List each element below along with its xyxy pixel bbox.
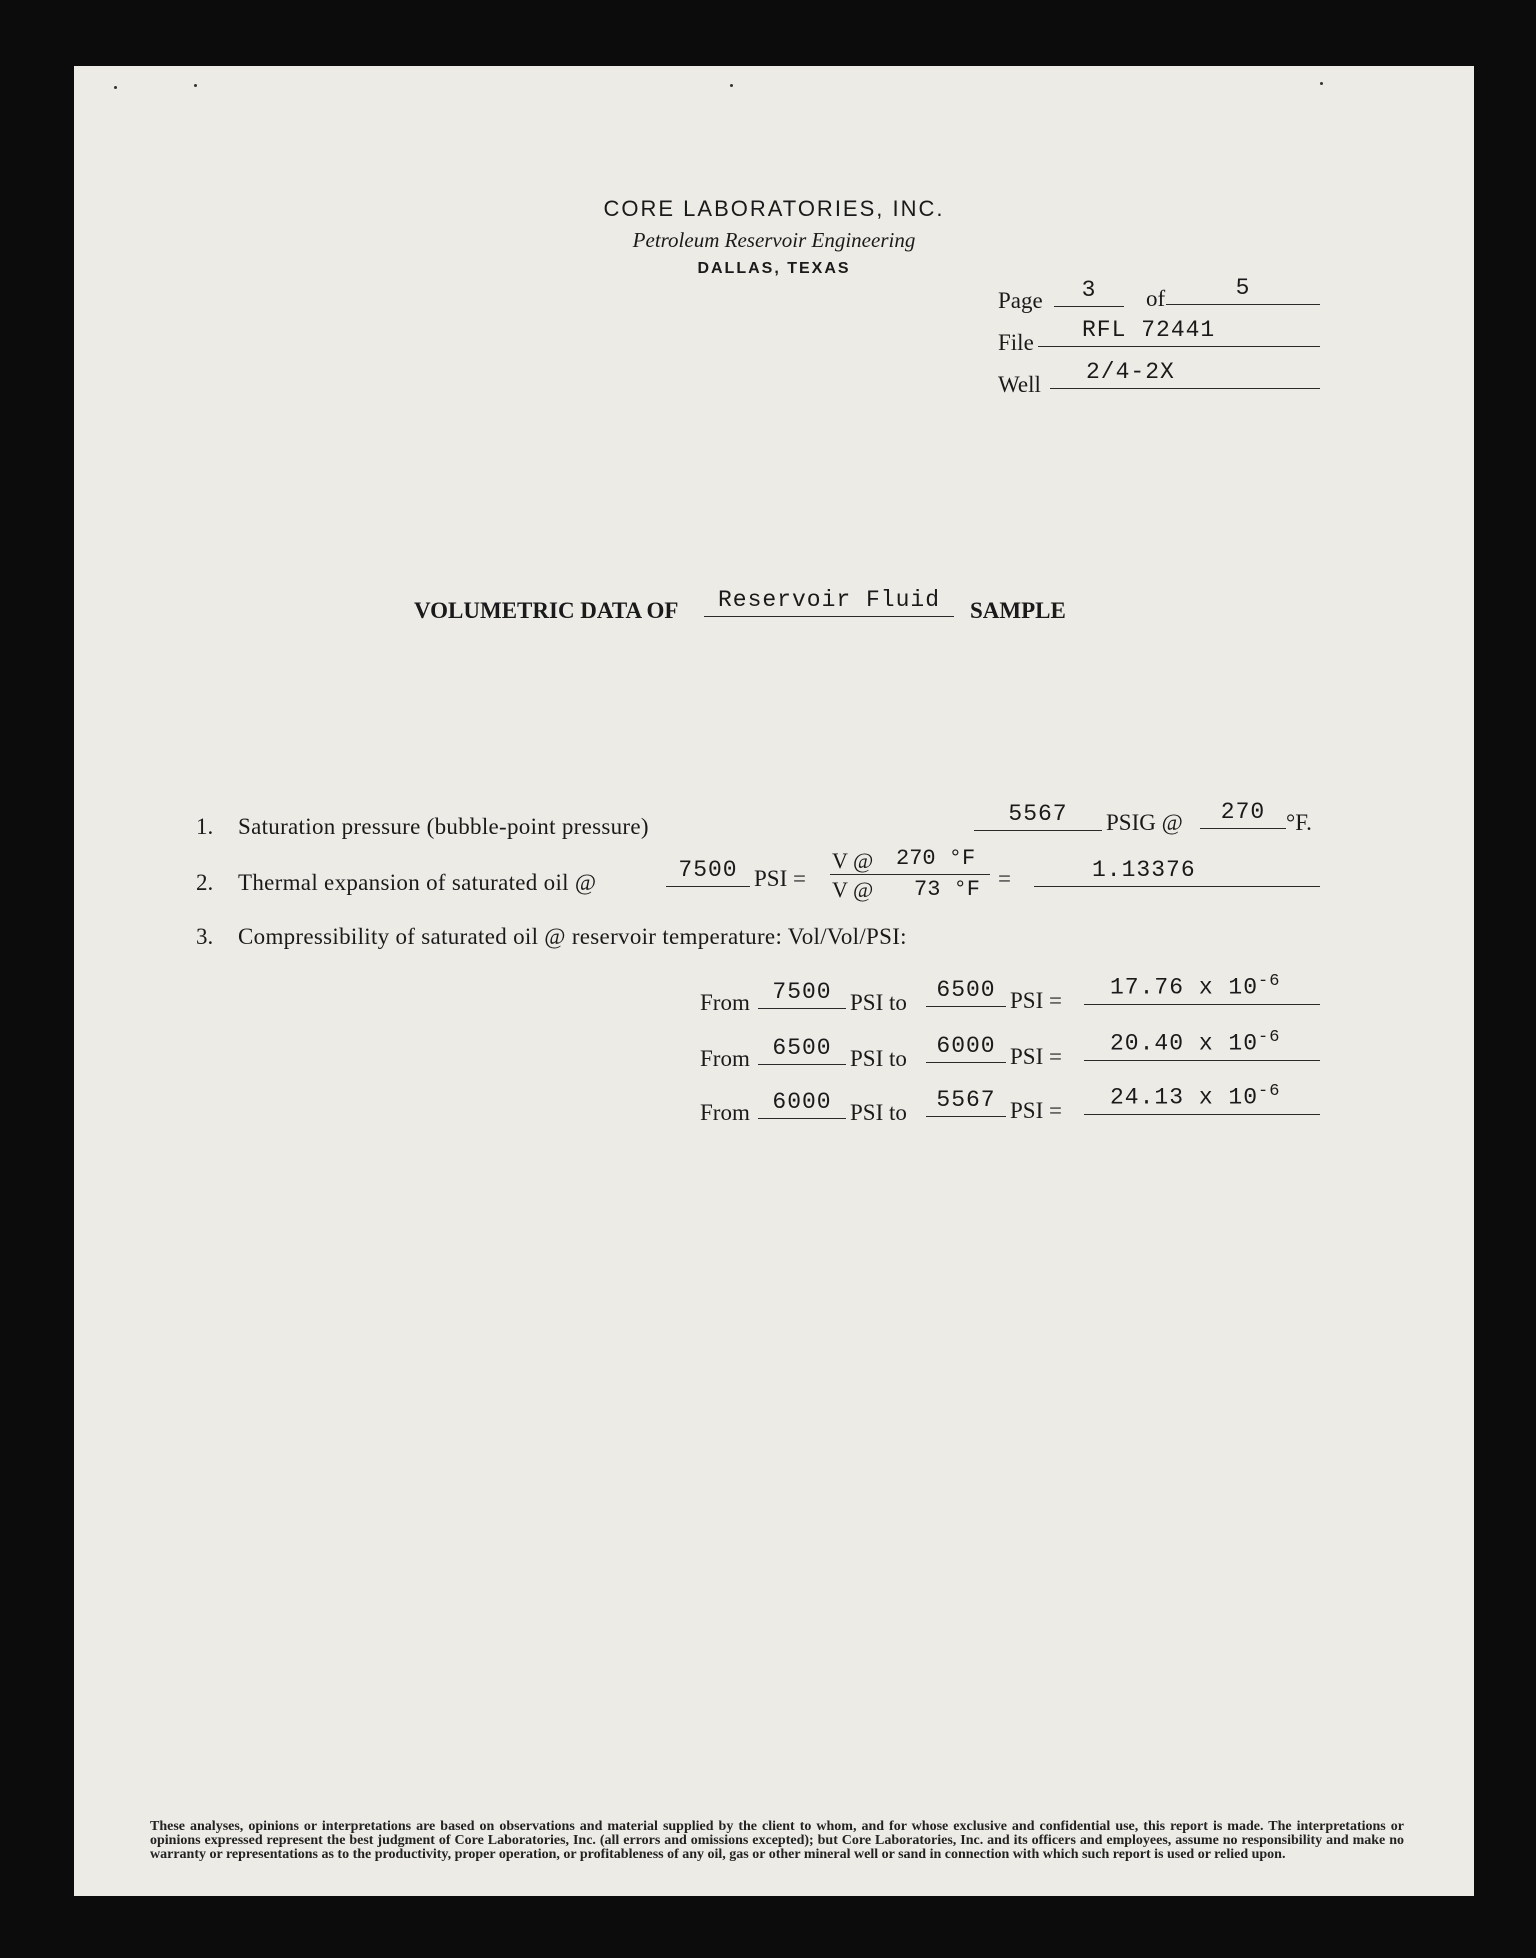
temp-unit: °F. bbox=[1286, 810, 1312, 835]
well-field: 2/4-2X bbox=[1050, 358, 1320, 389]
from-pressure-field: 7500 bbox=[758, 978, 846, 1009]
compressibility-value-field bbox=[1084, 1030, 1320, 1061]
well-label: Well bbox=[998, 372, 1041, 397]
hole-mark bbox=[194, 84, 197, 87]
company-division: Petroleum Reservoir Engineering bbox=[632, 228, 916, 252]
title-suffix: SAMPLE bbox=[970, 598, 1066, 623]
psi-equals-label: PSI = bbox=[1010, 1044, 1062, 1069]
hole-mark bbox=[1320, 82, 1323, 85]
psi-equals-label: PSI = bbox=[754, 866, 806, 891]
fraction-numerator-temp: 270 °F bbox=[896, 846, 976, 871]
item-1-number: 1. bbox=[196, 814, 214, 839]
item-3-number: 3. bbox=[196, 924, 214, 949]
psi-to-label: PSI to bbox=[850, 990, 907, 1015]
compressibility-value: 20.40 x 10 bbox=[1110, 1031, 1259, 1057]
from-label: From bbox=[700, 1100, 750, 1125]
compressibility-exponent: -6 bbox=[1258, 1028, 1281, 1048]
item-2-text: Thermal expansion of saturated oil @ bbox=[238, 870, 597, 895]
fraction-denominator-v: V @ bbox=[832, 877, 874, 902]
to-pressure-field: 5567 bbox=[926, 1086, 1006, 1117]
report-page bbox=[74, 66, 1474, 1896]
company-location: DALLAS, TEXAS bbox=[697, 260, 851, 277]
item-1-text: Saturation pressure (bubble-point pressure) bbox=[238, 814, 649, 839]
psi-to-label: PSI to bbox=[850, 1046, 907, 1071]
thermal-equals: = bbox=[998, 866, 1011, 891]
psi-to-label: PSI to bbox=[850, 1100, 907, 1125]
page-total-field: 5 bbox=[1166, 274, 1320, 305]
item-3-text: Compressibility of saturated oil @ reservoir temperature: Vol/Vol/PSI: bbox=[238, 924, 907, 949]
page-number-field: 3 bbox=[1054, 276, 1124, 307]
compressibility-exponent: -6 bbox=[1258, 1082, 1281, 1102]
from-label: From bbox=[700, 1046, 750, 1071]
psi-equals-label: PSI = bbox=[1010, 988, 1062, 1013]
of-label: of bbox=[1146, 286, 1166, 311]
compressibility-value-field bbox=[1084, 974, 1320, 1005]
saturation-temp-field: 270 bbox=[1200, 798, 1286, 829]
fraction-numerator-v: V @ bbox=[832, 848, 874, 873]
sample-type-field: Reservoir Fluid bbox=[704, 586, 954, 617]
hole-mark bbox=[730, 84, 733, 87]
company-name: CORE LABORATORIES, INC. bbox=[603, 196, 945, 221]
psig-label: PSIG @ bbox=[1106, 810, 1183, 835]
thermal-result-field: 1.13376 bbox=[1034, 856, 1320, 887]
hole-mark bbox=[114, 86, 117, 89]
disclaimer: These analyses, opinions or interpretations are based on observations and material supplied by the client to whom, and for whose exclusive and confidential use, this report is made. The interpretations or opinions expressed represent the best judgment of Core Laboratories, Inc. (all errors and omissions excepted); but Core Laboratories, Inc. and its officers and employees, assume no responsibility and make no warranty or representations as to the productivity, proper operation, or profitableness of any oil, gas or other mineral well or sand in connection with which such report is used or relied upon. bbox=[150, 1819, 1404, 1862]
thermal-fraction bbox=[830, 848, 990, 901]
psi-equals-label: PSI = bbox=[1010, 1098, 1062, 1123]
fraction-denominator-temp: 73 °F bbox=[914, 877, 981, 902]
compressibility-value: 24.13 x 10 bbox=[1110, 1085, 1259, 1111]
compressibility-value-field bbox=[1084, 1084, 1320, 1115]
to-pressure-field: 6000 bbox=[926, 1032, 1006, 1063]
item-2-number: 2. bbox=[196, 870, 214, 895]
from-label: From bbox=[700, 990, 750, 1015]
file-number-field: RFL 72441 bbox=[1038, 316, 1320, 347]
from-pressure-field: 6000 bbox=[758, 1088, 846, 1119]
file-label: File bbox=[998, 330, 1034, 355]
to-pressure-field: 6500 bbox=[926, 976, 1006, 1007]
saturation-pressure-field: 5567 bbox=[974, 800, 1102, 831]
from-pressure-field: 6500 bbox=[758, 1034, 846, 1065]
thermal-pressure-field: 7500 bbox=[666, 856, 750, 887]
compressibility-exponent: -6 bbox=[1258, 972, 1281, 992]
page-label: Page bbox=[998, 288, 1043, 313]
title-prefix: VOLUMETRIC DATA OF bbox=[414, 598, 679, 623]
compressibility-value: 17.76 x 10 bbox=[1110, 975, 1259, 1001]
